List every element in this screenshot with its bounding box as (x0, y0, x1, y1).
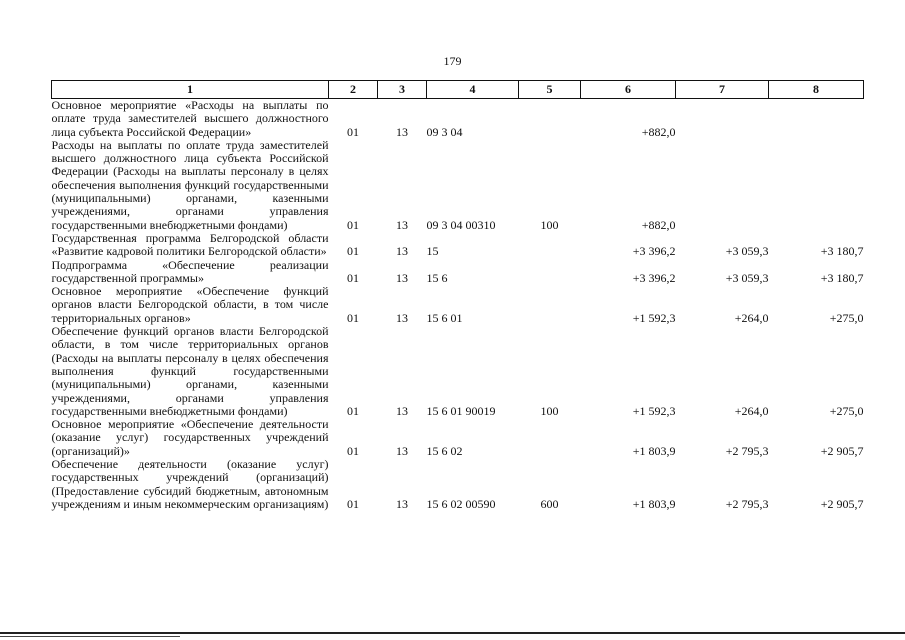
row-subsection: 13 (396, 217, 408, 232)
row-amount-col7: +2 795,3 (725, 496, 769, 511)
row-description: Основное мероприятие «Расходы на выплаты по оплате труда заместителей высшего должностного лица субъекта Российской Федерации» (51, 98, 329, 139)
header-col-8: 8 (769, 81, 864, 99)
table-row (52, 418, 864, 458)
row-subsection: 13 (396, 310, 408, 325)
row-amount-col8: +2 905,7 (820, 496, 864, 511)
scan-edge-line-thin (0, 636, 180, 637)
row-description: Подпрограмма «Обеспечение реализации государственной программы» (51, 257, 329, 285)
row-section: 01 (347, 270, 359, 285)
row-amount-col8: +2 905,7 (820, 443, 864, 458)
row-target-code: 15 (426, 244, 439, 259)
row-amount-col7: +264,0 (734, 403, 769, 418)
table-row (52, 99, 864, 139)
row-target-code: 15 6 (426, 270, 448, 285)
header-col-7: 7 (676, 81, 769, 99)
row-target-code: 09 3 04 00310 (426, 217, 496, 232)
row-amount-col7: +3 059,3 (725, 270, 769, 285)
header-col-4: 4 (427, 81, 519, 99)
row-section: 01 (347, 310, 359, 325)
header-col-2: 2 (329, 81, 378, 99)
header-row (52, 81, 864, 99)
row-section: 01 (347, 217, 359, 232)
row-description: Обеспечение функций органов власти Белгородской области, в том числе территориальных органов (Расходы на выплаты персоналу в целях обеспечения выполнения функций государственными (муниципальными) органами, казенными учреждениями, органами управления государственными внебюджетными фондами) (51, 324, 329, 418)
row-amount-col8 (769, 99, 864, 139)
table-row (52, 139, 864, 232)
row-subsection: 13 (396, 443, 408, 458)
row-amount-col7: +3 059,3 (725, 244, 769, 259)
row-amount-col6: +1 592,3 (632, 403, 676, 418)
row-amount-col6: +1 803,9 (632, 443, 676, 458)
row-target-code: 15 6 02 00590 (426, 496, 496, 511)
table-row (52, 325, 864, 418)
row-amount-col7: +2 795,3 (725, 443, 769, 458)
table-row (52, 458, 864, 511)
row-section: 01 (347, 124, 359, 139)
row-subsection: 13 (396, 244, 408, 259)
row-section: 01 (347, 403, 359, 418)
header-col-6: 6 (581, 81, 676, 99)
row-amount-col8: +3 180,7 (820, 270, 864, 285)
row-description: Основное мероприятие «Обеспечение функций органов власти Белгородской области, в том числе территориальных органов» (51, 284, 329, 325)
row-amount-col8 (769, 139, 864, 232)
table-row (52, 259, 864, 286)
row-amount-col6: +3 396,2 (632, 244, 676, 259)
row-amount-col8: +275,0 (829, 310, 864, 325)
row-amount-col7 (676, 99, 769, 139)
table-row (52, 232, 864, 259)
header-col-3: 3 (378, 81, 427, 99)
row-subsection: 13 (396, 270, 408, 285)
row-subsection: 13 (396, 124, 408, 139)
row-amount-col6: +1 803,9 (632, 496, 676, 511)
row-description: Обеспечение деятельности (оказание услуг) государственных учреждений (организаций) (Предоставление субсидий бюджетным, автономным учреждениям и иным некоммерческим организациям) (51, 457, 329, 511)
row-amount-col6: +882,0 (641, 217, 676, 232)
row-target-code: 15 6 01 (426, 310, 463, 325)
row-expense-type (519, 285, 581, 325)
row-description: Расходы на выплаты по оплате труда заместителей высшего должностного лица субъекта Российской Федерации (Расходы на выплаты персоналу в целях обеспечения выполнения функций государственными (муниципальными) органами, казенными учреждениями, органами управления государственными внебюджетными фондами) (51, 137, 329, 232)
row-section: 01 (347, 244, 359, 259)
row-amount-col6: +882,0 (641, 124, 676, 139)
row-target-code: 15 6 02 (426, 443, 463, 458)
row-subsection: 13 (396, 403, 408, 418)
row-amount-col7: +264,0 (734, 310, 769, 325)
row-target-code: 15 6 01 90019 (426, 403, 496, 418)
header-col-1: 1 (52, 81, 329, 99)
row-expense-type (519, 232, 581, 259)
row-section: 01 (347, 443, 359, 458)
row-expense-type: 100 (540, 217, 559, 232)
row-amount-col6: +1 592,3 (632, 310, 676, 325)
row-expense-type (519, 99, 581, 139)
header-col-5: 5 (519, 81, 581, 99)
row-description: Государственная программа Белгородской области «Развитие кадровой политики Белгородской области» (51, 230, 329, 259)
row-amount-col8: +275,0 (829, 403, 864, 418)
row-amount-col6: +3 396,2 (632, 270, 676, 285)
page-number: 179 (443, 54, 462, 68)
row-expense-type (519, 259, 581, 286)
table-row (52, 285, 864, 325)
scan-edge-line (0, 632, 905, 634)
row-amount-col7 (676, 139, 769, 232)
row-description: Основное мероприятие «Обеспечение деятельности (оказание услуг) государственных учреждений (организаций)» (51, 417, 329, 458)
row-expense-type: 600 (540, 496, 559, 511)
row-expense-type: 100 (540, 403, 559, 418)
row-target-code: 09 3 04 (426, 124, 463, 139)
row-section: 01 (347, 496, 359, 511)
row-amount-col8: +3 180,7 (820, 244, 864, 259)
row-subsection: 13 (396, 496, 408, 511)
budget-table (51, 80, 864, 511)
row-expense-type (519, 418, 581, 458)
